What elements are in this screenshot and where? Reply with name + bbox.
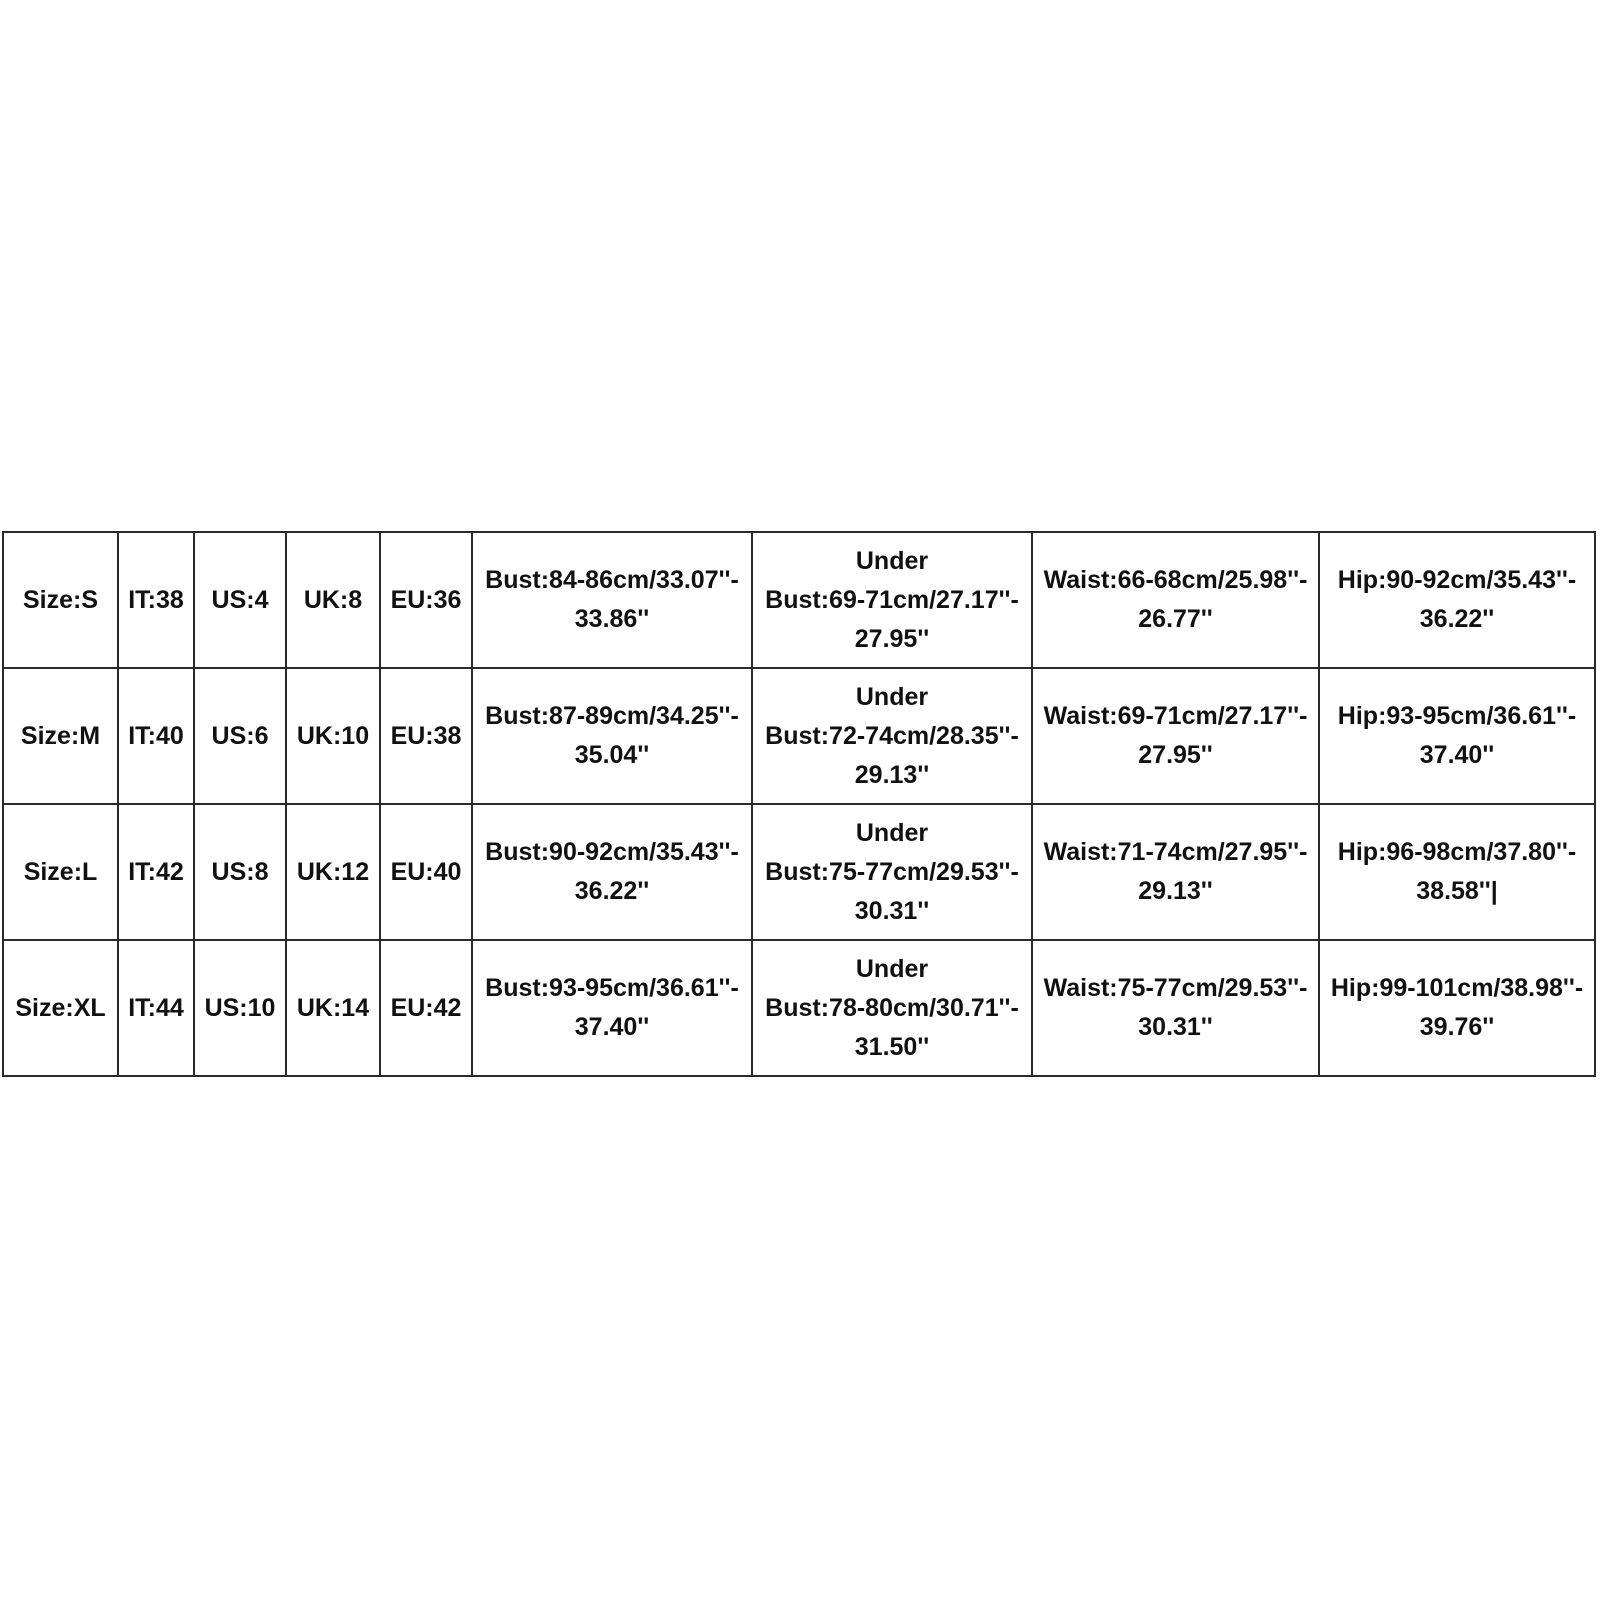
it-size-cell: IT:44 bbox=[118, 940, 194, 1076]
hip-line: Hip:90-92cm/35.43''- bbox=[1337, 566, 1577, 594]
size-cell: Size:M bbox=[3, 668, 118, 804]
uk-size-cell: UK:8 bbox=[286, 532, 380, 668]
uk-size-cell: UK:10 bbox=[286, 668, 380, 804]
waist-line: 30.31'' bbox=[1138, 1013, 1213, 1041]
bust-cell bbox=[472, 804, 752, 940]
eu-size-cell: EU:36 bbox=[380, 532, 472, 668]
hip-cell bbox=[1319, 668, 1595, 804]
waist-cell bbox=[1032, 804, 1319, 940]
hip-line: 37.40'' bbox=[1419, 741, 1495, 769]
it-size-cell: IT:40 bbox=[118, 668, 194, 804]
it-size-cell: IT:38 bbox=[118, 532, 194, 668]
waist-line: 26.77'' bbox=[1138, 605, 1213, 633]
bust-line: 35.04'' bbox=[574, 741, 650, 769]
waist-line: 27.95'' bbox=[1138, 741, 1213, 769]
under-bust-line: 29.13'' bbox=[854, 760, 930, 789]
us-size-cell: US:8 bbox=[194, 804, 286, 940]
under-bust-cell bbox=[752, 668, 1032, 804]
hip-line: Hip:96-98cm/37.80''- bbox=[1337, 838, 1577, 866]
under-bust-line: Bust:75-77cm/29.53''- bbox=[765, 857, 1019, 886]
hip-line: 39.76'' bbox=[1419, 1013, 1495, 1041]
hip-line: 38.58''| bbox=[1416, 877, 1498, 905]
us-size-cell: US:4 bbox=[194, 532, 286, 668]
eu-size-cell: EU:38 bbox=[380, 668, 472, 804]
hip-cell bbox=[1319, 532, 1595, 668]
bust-line: Bust:93-95cm/36.61''- bbox=[485, 974, 739, 1002]
bust-cell bbox=[472, 668, 752, 804]
waist-line: Waist:75-77cm/29.53''- bbox=[1043, 974, 1308, 1002]
table-row bbox=[3, 804, 1595, 940]
size-cell: Size:XL bbox=[3, 940, 118, 1076]
size-chart-table bbox=[2, 531, 1596, 1077]
size-cell: Size:L bbox=[3, 804, 118, 940]
hip-line: Hip:93-95cm/36.61''- bbox=[1337, 702, 1577, 730]
size-cell: Size:S bbox=[3, 532, 118, 668]
us-size-cell: US:10 bbox=[194, 940, 286, 1076]
under-bust-line: Under bbox=[855, 954, 929, 983]
waist-cell bbox=[1032, 668, 1319, 804]
table-row bbox=[3, 668, 1595, 804]
under-bust-line: Under bbox=[855, 546, 929, 575]
under-bust-line: Bust:78-80cm/30.71''- bbox=[765, 993, 1019, 1022]
waist-cell bbox=[1032, 940, 1319, 1076]
hip-line: Hip:99-101cm/38.98''- bbox=[1330, 974, 1584, 1002]
under-bust-line: 27.95'' bbox=[854, 624, 930, 653]
under-bust-line: Bust:69-71cm/27.17''- bbox=[765, 585, 1019, 614]
uk-size-cell: UK:12 bbox=[286, 804, 380, 940]
bust-line: 37.40'' bbox=[574, 1013, 650, 1041]
waist-line: Waist:66-68cm/25.98''- bbox=[1043, 566, 1308, 594]
hip-line: 36.22'' bbox=[1419, 605, 1495, 633]
under-bust-line: Bust:72-74cm/28.35''- bbox=[765, 721, 1019, 750]
uk-size-cell: UK:14 bbox=[286, 940, 380, 1076]
waist-line: Waist:69-71cm/27.17''- bbox=[1043, 702, 1308, 730]
under-bust-line: Under bbox=[855, 682, 929, 711]
under-bust-cell bbox=[752, 804, 1032, 940]
bust-line: Bust:87-89cm/34.25''- bbox=[485, 702, 739, 730]
under-bust-cell bbox=[752, 940, 1032, 1076]
eu-size-cell: EU:40 bbox=[380, 804, 472, 940]
bust-line: Bust:84-86cm/33.07''- bbox=[485, 566, 739, 594]
bust-cell bbox=[472, 532, 752, 668]
under-bust-cell bbox=[752, 532, 1032, 668]
eu-size-cell: EU:42 bbox=[380, 940, 472, 1076]
waist-cell bbox=[1032, 532, 1319, 668]
hip-cell bbox=[1319, 940, 1595, 1076]
table-row bbox=[3, 940, 1595, 1076]
table-row bbox=[3, 532, 1595, 668]
it-size-cell: IT:42 bbox=[118, 804, 194, 940]
us-size-cell: US:6 bbox=[194, 668, 286, 804]
hip-cell bbox=[1319, 804, 1595, 940]
bust-line: Bust:90-92cm/35.43''- bbox=[485, 838, 739, 866]
bust-line: 36.22'' bbox=[574, 877, 650, 905]
under-bust-line: 30.31'' bbox=[854, 896, 930, 925]
under-bust-line: Under bbox=[855, 818, 929, 847]
under-bust-line: 31.50'' bbox=[854, 1032, 930, 1061]
waist-line: 29.13'' bbox=[1138, 877, 1213, 905]
bust-cell bbox=[472, 940, 752, 1076]
waist-line: Waist:71-74cm/27.95''- bbox=[1043, 838, 1308, 866]
bust-line: 33.86'' bbox=[574, 605, 650, 633]
